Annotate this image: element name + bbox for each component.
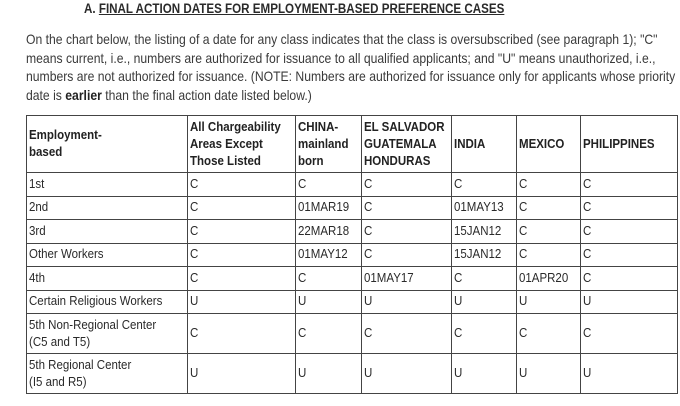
cell-value: 01APR20: [519, 270, 569, 285]
header-line: INDIA: [454, 136, 486, 151]
table-cell: [296, 290, 362, 314]
row-label-line: (I5 and R5): [29, 374, 87, 389]
header-line: EL SALVADOR: [364, 119, 445, 134]
section-heading: [84, 0, 504, 17]
table-cell: [581, 196, 678, 220]
header-line: MEXICO: [519, 136, 565, 151]
table-cell: [517, 354, 581, 394]
header-line: based: [29, 145, 63, 159]
header-india: [452, 116, 517, 173]
cell-value: U: [519, 366, 528, 380]
row-label-line: 1st: [29, 176, 45, 191]
cell-value: C: [190, 270, 199, 285]
cell-value: C: [583, 270, 592, 285]
table-header-row: [27, 116, 678, 173]
row-label-line: (C5 and T5): [29, 334, 91, 349]
cell-value: C: [298, 176, 307, 191]
table-row: [27, 314, 678, 354]
cell-value: C: [583, 247, 592, 262]
cell-value: U: [519, 294, 528, 309]
cell-value: C: [364, 200, 373, 215]
table-cell: [362, 314, 452, 354]
table-cell: [362, 290, 452, 314]
cell-value: C: [298, 270, 307, 285]
table-cell: [517, 267, 581, 291]
cell-value: U: [298, 366, 307, 380]
intro-bold-word: earlier: [65, 86, 102, 103]
table-cell: [296, 267, 362, 291]
table-cell: [188, 196, 296, 220]
table-cell: [517, 290, 581, 314]
final-action-dates-table: [26, 115, 678, 394]
row-category-label: [27, 173, 188, 197]
cell-value: C: [364, 223, 373, 238]
cell-value: 01MAY17: [364, 270, 414, 285]
cell-value: C: [190, 223, 199, 238]
table-cell: [296, 354, 362, 394]
table-cell: [188, 220, 296, 244]
cell-value: C: [364, 176, 373, 191]
header-line: Areas Except: [190, 136, 263, 151]
cell-value: C: [364, 247, 373, 262]
row-category-label: [27, 354, 188, 394]
cell-value: C: [190, 176, 199, 191]
cell-value: 15JAN12: [454, 247, 502, 262]
cell-value: C: [190, 200, 199, 215]
table-cell: [362, 354, 452, 394]
row-label-line: Other Workers: [29, 247, 104, 262]
cell-value: C: [583, 176, 592, 191]
header-line: PHILIPPINES: [583, 136, 655, 151]
table-cell: [581, 243, 678, 267]
row-label-line: Certain Religious Workers: [29, 294, 163, 309]
table-cell: [452, 173, 517, 197]
table-cell: [452, 243, 517, 267]
table-cell: [581, 354, 678, 394]
table-cell: [362, 196, 452, 220]
table-cell: [188, 354, 296, 394]
table-cell: [517, 173, 581, 197]
table-cell: [188, 243, 296, 267]
header-line: mainland: [298, 136, 349, 151]
row-category-label: [27, 196, 188, 220]
header-china: [296, 116, 362, 173]
table-cell: [296, 243, 362, 267]
cell-value: C: [519, 326, 528, 340]
table-cell: [452, 196, 517, 220]
row-category-label: [27, 267, 188, 291]
cell-value: C: [454, 176, 463, 191]
header-line: Those Listed: [190, 153, 261, 168]
table-cell: [452, 354, 517, 394]
cell-value: C: [190, 326, 199, 340]
table-cell: [581, 173, 678, 197]
table-cell: [296, 173, 362, 197]
table-cell: [517, 196, 581, 220]
table-cell: [188, 290, 296, 314]
table-cell: [452, 314, 517, 354]
table-cell: [362, 267, 452, 291]
table-cell: [581, 267, 678, 291]
cell-value: 22MAR18: [298, 223, 350, 238]
table-cell: [296, 220, 362, 244]
row-label-line: 5th Regional Center: [29, 357, 132, 372]
table-cell: [362, 220, 452, 244]
header-el-salvador-guatemala-honduras: [362, 116, 452, 173]
row-category-label: [27, 243, 188, 267]
cell-value: C: [519, 223, 528, 238]
table-cell: [452, 220, 517, 244]
intro-text-end: than the final action date listed below.): [101, 86, 312, 103]
cell-value: 01MAY13: [454, 200, 504, 215]
header-line: All Chargeability: [190, 119, 281, 134]
table-cell: [296, 196, 362, 220]
cell-value: C: [364, 326, 373, 340]
cell-value: C: [519, 176, 528, 191]
cell-value: U: [583, 294, 592, 309]
cell-value: C: [519, 247, 528, 262]
header-line: born: [298, 153, 324, 168]
cell-value: 01MAR19: [298, 200, 350, 215]
header-employment-based: [27, 116, 188, 173]
cell-value: U: [298, 294, 307, 309]
cell-value: U: [454, 294, 463, 309]
table-row: [27, 196, 678, 220]
table-cell: [452, 267, 517, 291]
cell-value: C: [583, 223, 592, 238]
cell-value: C: [454, 270, 463, 285]
header-philippines: [581, 116, 678, 173]
intro-text-start: On the chart below, the listing of a date for any class indicates that the class is oversubscribed (see paragraph 1); "C" means current, i.e., numbers are authorized for issuance to all qualified applicants; and "U" means unauthorized, i.e., numbers are not authorized for issuance. (NOTE: Numbers are authorized for issuance only for applicants whose priority date is: [26, 31, 676, 103]
table-cell: [517, 314, 581, 354]
cell-value: U: [364, 366, 373, 380]
table-cell: [581, 314, 678, 354]
cell-value: C: [583, 326, 592, 340]
row-label-line: 5th Non-Regional Center: [29, 317, 157, 332]
row-category-label: [27, 314, 188, 354]
header-line: GUATEMALA: [364, 136, 437, 151]
table-row: [27, 267, 678, 291]
intro-paragraph: [26, 30, 679, 104]
cell-value: U: [190, 294, 199, 309]
cell-value: C: [298, 326, 307, 340]
cell-value: C: [519, 200, 528, 215]
table-cell: [581, 220, 678, 244]
cell-value: U: [454, 366, 463, 380]
table-cell: [188, 173, 296, 197]
table-cell: [188, 267, 296, 291]
table-row: [27, 354, 678, 394]
section-heading-title: FINAL ACTION DATES FOR EMPLOYMENT-BASED PREFERENCE CASES: [98, 1, 505, 16]
cell-value: 15JAN12: [454, 223, 502, 238]
cell-value: U: [364, 294, 373, 309]
table-cell: [362, 243, 452, 267]
table-cell: [188, 314, 296, 354]
row-label-line: 2nd: [29, 200, 49, 215]
row-label-line: 3rd: [29, 223, 46, 238]
row-category-label: [27, 220, 188, 244]
row-label-line: 4th: [29, 270, 45, 285]
cell-value: C: [190, 247, 199, 262]
cell-value: U: [583, 366, 592, 380]
header-line: Employment-: [29, 128, 102, 142]
header-all-chargeability: [188, 116, 296, 173]
table-row: [27, 290, 678, 314]
table-cell: [362, 173, 452, 197]
table-row: [27, 243, 678, 267]
table-cell: [452, 290, 517, 314]
header-line: HONDURAS: [364, 153, 431, 168]
cell-value: C: [583, 200, 592, 215]
table-row: [27, 220, 678, 244]
section-heading-prefix: A.: [84, 1, 96, 16]
table-cell: [581, 290, 678, 314]
header-line: CHINA-: [298, 119, 339, 134]
table-cell: [517, 243, 581, 267]
table-cell: [517, 220, 581, 244]
header-mexico: [517, 116, 581, 173]
cell-value: U: [190, 366, 199, 380]
table-body: [27, 173, 678, 394]
table-cell: [296, 314, 362, 354]
table-row: [27, 173, 678, 197]
cell-value: 01MAY12: [298, 247, 348, 262]
cell-value: C: [454, 326, 463, 340]
row-category-label: [27, 290, 188, 314]
